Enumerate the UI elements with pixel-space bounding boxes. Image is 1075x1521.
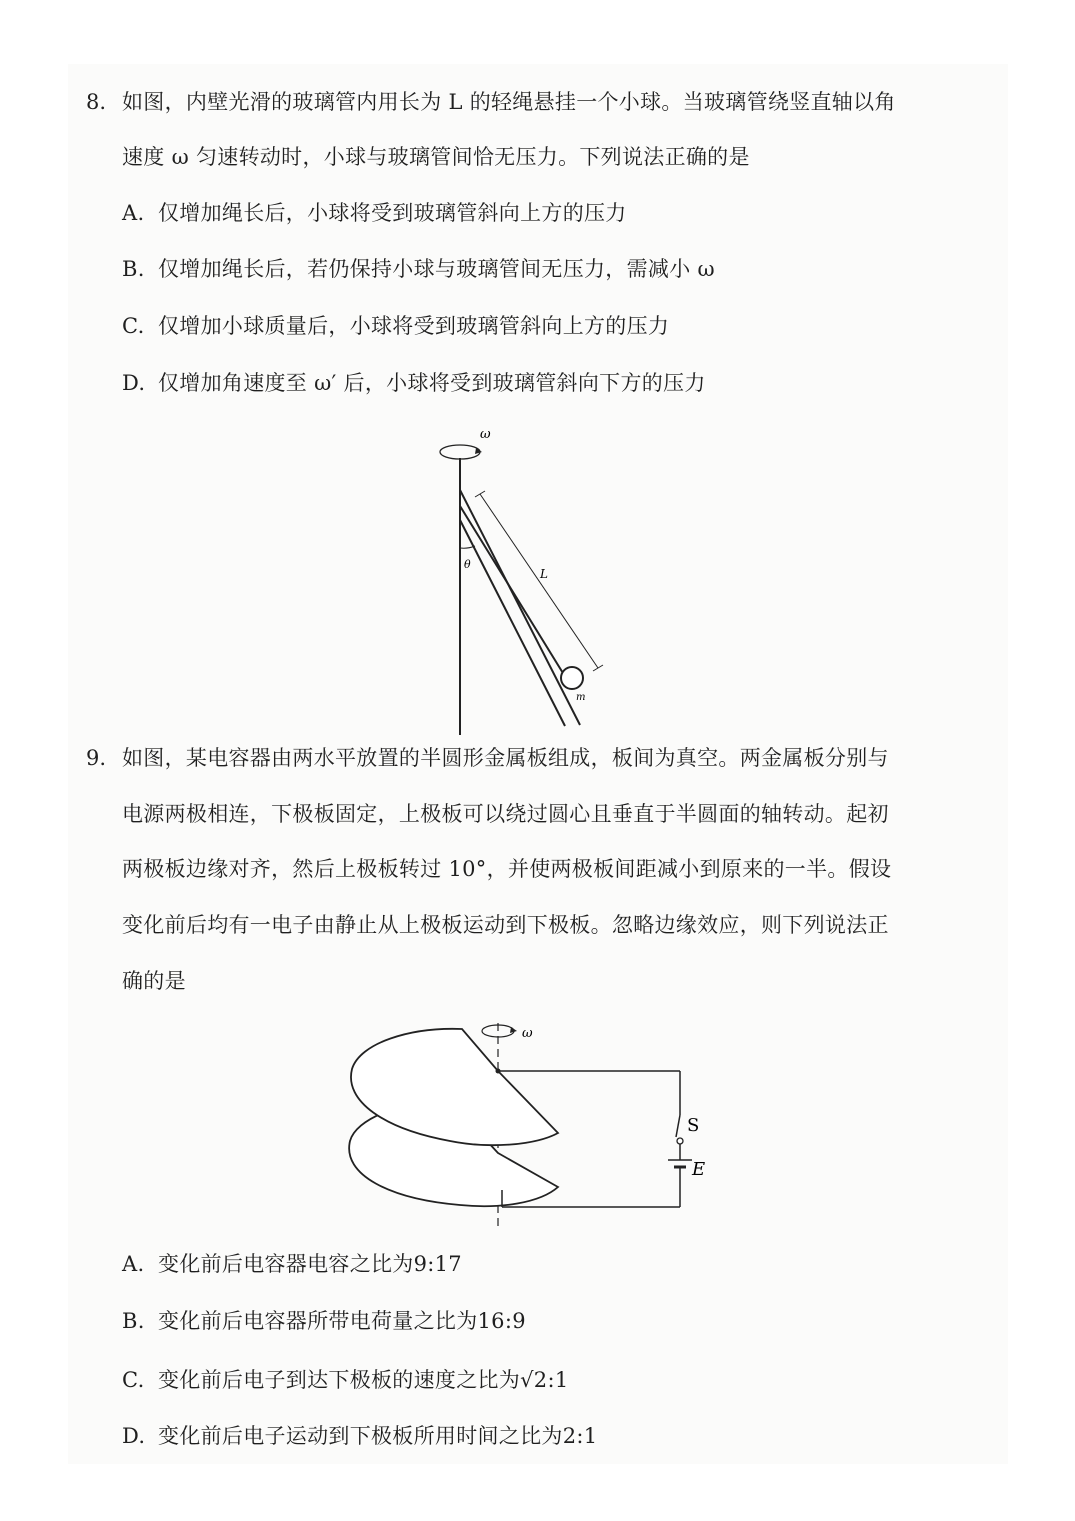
ball xyxy=(561,667,583,689)
question-9-option-d xyxy=(122,1422,597,1450)
option-letter: A. xyxy=(122,201,145,225)
option-letter: C. xyxy=(122,314,145,338)
question-9-figure xyxy=(340,1015,720,1235)
question-9-stem-line-5: 确的是 xyxy=(122,969,186,993)
switch-label: S xyxy=(687,1115,700,1136)
option-text: 仅增加绳长后，若仍保持小球与玻璃管间无压力，需减小 ω xyxy=(158,257,715,281)
length-label: L xyxy=(540,567,548,581)
rotation-arrow-icon xyxy=(440,445,480,459)
string xyxy=(460,506,566,678)
angle-arc xyxy=(460,546,475,548)
question-8-option-a xyxy=(122,199,627,227)
question-9-option-c xyxy=(122,1366,568,1394)
dimension-tick xyxy=(475,491,485,497)
question-8-stem-line-1: 如图，内壁光滑的玻璃管内用长为 L 的轻绳悬挂一个小球。当玻璃管绕竖直轴以角 xyxy=(122,90,896,114)
option-letter: B. xyxy=(122,257,145,281)
option-text: 变化前后电容器电容之比为9:17 xyxy=(158,1252,462,1276)
question-8-number: 8. xyxy=(86,90,107,114)
question-8-stem-line-2: 速度 ω 匀速转动时，小球与玻璃管间恰无压力。下列说法正确的是 xyxy=(122,145,750,169)
question-8-option-d xyxy=(122,369,706,397)
option-letter: C. xyxy=(122,1368,145,1392)
option-text: 变化前后电容器所带电荷量之比为16:9 xyxy=(158,1309,526,1333)
mass-label: m xyxy=(576,692,586,703)
tube-wall-inner xyxy=(460,520,565,726)
emf-label: E xyxy=(692,1159,706,1180)
question-9-option-a xyxy=(122,1250,462,1278)
question-9-stem-line-4: 变化前后均有一电子由静止从上极板运动到下极板。忽略边缘效应，则下列说法正 xyxy=(122,913,889,937)
tube-wall-outer xyxy=(460,490,580,725)
question-9-number: 9. xyxy=(86,746,107,770)
option-letter: A. xyxy=(122,1252,145,1276)
switch-blade xyxy=(676,1115,680,1137)
question-9-option-b xyxy=(122,1307,526,1335)
question-8-figure xyxy=(420,420,640,740)
theta-label: θ xyxy=(464,558,471,571)
option-text: 仅增加角速度至 ω′ 后，小球将受到玻璃管斜向下方的压力 xyxy=(158,371,706,395)
switch-contact xyxy=(677,1138,683,1144)
question-9-stem-line-3: 两极板边缘对齐，然后上极板转过 10°，并使两极板间距减小到原来的一半。假设 xyxy=(122,857,892,881)
question-8-option-b xyxy=(122,255,715,283)
length-dimension-line xyxy=(480,494,598,668)
dimension-tick xyxy=(593,665,603,671)
question-9-stem-line-2: 电源两极相连，下极板固定，上极板可以绕过圆心且垂直于半圆面的轴转动。起初 xyxy=(122,802,889,826)
question-9-stem-line-1: 如图，某电容器由两水平放置的半圆形金属板组成，板间为真空。两金属板分别与 xyxy=(122,746,889,770)
option-text: 仅增加小球质量后，小球将受到玻璃管斜向上方的压力 xyxy=(158,314,670,338)
option-letter: D. xyxy=(122,1424,146,1448)
option-text: 变化前后电子到达下极板的速度之比为√2:1 xyxy=(158,1368,569,1392)
option-text: 仅增加绳长后，小球将受到玻璃管斜向上方的压力 xyxy=(158,201,627,225)
option-text: 变化前后电子运动到下极板所用时间之比为2:1 xyxy=(158,1424,598,1448)
question-8-option-c xyxy=(122,312,669,340)
omega-label: ω xyxy=(480,427,491,442)
option-letter: B. xyxy=(122,1309,145,1333)
omega-label: ω xyxy=(522,1026,533,1041)
option-letter: D. xyxy=(122,371,146,395)
